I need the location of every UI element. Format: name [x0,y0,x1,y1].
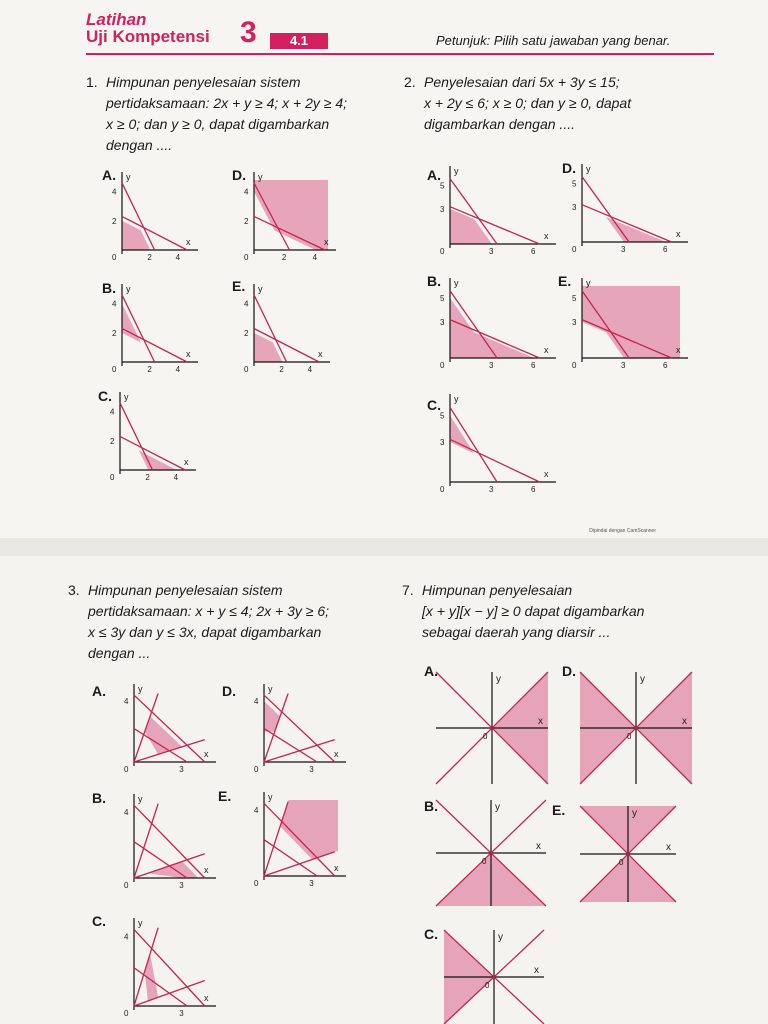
y-axis-label: y [640,674,645,685]
x-axis-label: x [544,345,549,355]
x-axis-label: x [544,469,549,479]
origin-label: 0 [619,858,624,867]
x-tick-label: 2 [279,365,284,374]
graph [580,672,692,784]
y-axis-label: y [138,794,143,804]
option-label[interactable]: A. [427,167,441,183]
x-tick-label: 6 [531,247,536,256]
question-line: sebagai daerah yang diarsir ... [422,624,611,640]
graph [436,394,556,494]
origin-label: 0 [110,473,115,482]
question-line: dengan .... [106,137,173,153]
shaded-region [254,333,282,362]
y-axis-label: y [138,918,143,928]
origin-label: 0 [572,361,577,370]
x-tick-label: 6 [531,485,536,494]
graph [106,392,196,482]
boundary-line [134,804,158,878]
option-label[interactable]: E. [232,278,246,294]
question-line: pertidaksamaan: x + y ≤ 4; 2x + 3y ≥ 6; [88,603,330,619]
graph [120,918,216,1018]
y-tick-label: 5 [440,294,445,303]
option-label[interactable]: B. [427,273,441,289]
y-axis-label: y [126,284,131,294]
y-axis-label: y [495,802,500,813]
y-axis-label: y [268,792,273,802]
question-line: x ≤ 3y dan y ≤ 3x, dapat digambarkan [88,624,322,640]
y-tick-label: 2 [244,328,249,338]
x-tick-label: 4 [175,253,181,262]
origin-label: 0 [440,361,445,370]
origin-label: 0 [440,247,445,256]
question-2 [404,72,714,135]
question-line: digambarkan dengan .... [424,116,575,132]
origin-label: 0 [483,732,488,741]
graph [108,172,198,262]
question-7-text [422,580,722,643]
option-label[interactable]: E. [552,802,566,818]
y-axis-label: y [454,278,459,288]
y-tick-label: 5 [440,181,445,191]
x-axis-label: x [334,863,339,873]
y-tick-label: 2 [112,216,117,226]
graph [436,278,556,370]
x-tick-label: 3 [621,245,626,254]
y-tick-label: 2 [110,436,115,446]
graph [108,284,198,374]
y-tick-label: 5 [572,294,577,303]
x-tick-label: 3 [179,881,184,890]
question-line: [x + y][x − y] ≥ 0 dapat digambarkan [422,603,645,619]
y-tick-label: 3 [572,318,577,327]
x-tick-label: 3 [309,765,314,774]
x-tick-label: 3 [179,1009,184,1018]
question-line: x ≥ 0; dan y ≥ 0, dapat digambarkan [106,116,330,132]
y-tick-label: 5 [572,179,577,189]
x-axis-label: x [682,716,687,727]
option-label[interactable]: D. [562,160,576,176]
boundary-line [264,729,317,762]
x-tick-label: 4 [173,473,179,482]
y-axis-label: y [586,278,591,288]
x-tick-label: 6 [531,361,536,370]
origin-label: 0 [112,253,117,262]
y-tick-label: 3 [440,205,445,214]
boundary-line [134,980,205,1006]
y-tick-label: 4 [110,407,115,417]
graph [240,172,336,262]
x-axis-label: x [534,965,539,976]
boundary-line [120,403,153,470]
graph [568,164,688,254]
y-axis-label: y [454,394,459,404]
y-tick-label: 4 [244,299,249,309]
x-tick-label: 3 [489,485,494,494]
x-tick-label: 6 [663,361,668,370]
x-axis-label: x [318,349,323,359]
y-tick-label: 3 [572,203,577,212]
x-axis-label: x [204,993,209,1003]
x-tick-label: 4 [312,253,318,262]
x-tick-label: 2 [145,473,150,482]
graph [120,794,216,890]
shaded-region [606,217,666,242]
x-axis-label: x [676,229,681,239]
y-tick-label: 4 [254,805,259,815]
question-number: 7. [402,582,414,598]
y-tick-label: 2 [244,216,249,226]
boundary-line [450,439,540,482]
question-3 [68,580,388,664]
origin-label: 0 [482,857,487,866]
x-tick-label: 2 [281,253,287,262]
x-axis-label: x [544,231,549,241]
y-tick-label: 4 [254,697,259,707]
y-tick-label: 4 [112,299,117,309]
graph [444,930,544,1024]
x-axis-label: x [538,716,543,727]
y-tick-label: 3 [440,318,445,327]
question-line: Himpunan penyelesaian sistem [88,582,283,598]
option-label[interactable]: B. [92,790,106,806]
option-label[interactable]: C. [92,913,106,929]
question-number: 2. [404,74,416,90]
x-tick-label: 2 [147,365,152,374]
boundary-line [264,802,288,876]
page-gap [0,538,768,556]
question-1-text [106,72,386,156]
origin-label: 0 [254,879,259,888]
shaded-region [450,209,492,244]
shaded-region [254,180,328,250]
graph [436,166,556,256]
origin-label: 0 [244,365,249,374]
x-axis-label: x [324,237,329,247]
origin-label: 0 [244,253,249,262]
y-axis-label: y [258,284,263,294]
scanner-watermark: Dipindai dengan CamScanner [589,528,656,534]
graph [436,800,546,906]
boundary-line [582,177,629,242]
section-badge: 4.1 [270,33,328,49]
shaded-region [582,286,680,358]
boundary-line [264,852,335,876]
instruction-text [436,33,670,48]
chapter-number: 3 [240,16,257,49]
y-axis-label: y [586,164,591,174]
option-label[interactable]: A. [424,663,438,679]
x-tick-label: 3 [621,361,626,370]
y-axis-label: y [496,674,501,685]
question-line: Himpunan penyelesaian [422,582,573,598]
boundary-line [134,929,205,1006]
question-number: 3. [68,582,80,598]
header-rule [86,53,714,55]
origin-label: 0 [112,365,117,374]
origin-label: 0 [254,765,259,774]
option-label[interactable]: E. [218,788,232,804]
x-tick-label: 3 [309,879,314,888]
option-label[interactable]: B. [424,798,438,814]
question-line: x + 2y ≤ 6; x ≥ 0; dan y ≥ 0, dapat [424,95,632,111]
y-axis-label: y [268,684,273,694]
question-7 [402,580,722,643]
question-line: dengan ... [88,645,151,661]
option-label[interactable]: C. [98,388,112,404]
x-tick-label: 3 [179,765,184,774]
x-axis-label: x [536,841,541,852]
y-tick-label: 4 [112,187,117,197]
graph [240,284,330,374]
x-tick-label: 3 [489,247,494,256]
y-tick-label: 4 [124,932,129,942]
option-label[interactable]: E. [558,273,572,289]
boundary-line [122,328,187,362]
origin-label: 0 [572,245,577,254]
y-axis-label: y [126,172,131,182]
shaded-region [450,415,474,453]
boundary-line [134,968,187,1006]
graph [250,792,346,888]
boundary-line [134,695,205,762]
x-tick-label: 3 [489,361,494,370]
question-line: Penyelesaian dari 5x + 3y ≤ 15; [424,74,620,90]
y-axis-label: y [498,932,503,943]
header-title-line1: Latihan [86,10,147,29]
x-axis-label: x [186,237,191,247]
y-axis-label: y [124,392,129,402]
question-2-text [424,72,714,135]
option-label[interactable]: D. [232,167,246,183]
origin-label: 0 [627,732,632,741]
x-tick-label: 4 [175,365,181,374]
option-label[interactable]: A. [102,167,116,183]
graph [436,672,548,784]
x-tick-label: 2 [147,253,152,262]
graph [568,278,688,370]
y-axis-label: y [138,684,143,694]
x-tick-label: 4 [307,365,313,374]
instruction-label: Petunjuk: Pilih satu jawaban yang benar. [436,33,671,48]
boundary-line [264,740,335,762]
x-axis-label: x [204,749,209,759]
origin-label: 0 [440,485,445,494]
option-label[interactable]: D. [222,683,236,699]
question-number: 1. [86,74,98,90]
x-axis-label: x [186,349,191,359]
shaded-region [122,221,179,250]
shaded-region [280,800,338,859]
y-axis-label: y [632,808,637,819]
header-title-line2: Uji Kompetensi [86,27,210,46]
origin-label: 0 [124,765,129,774]
question-1 [86,72,386,156]
x-tick-label: 6 [663,245,668,254]
graph [580,806,676,902]
shaded-region [450,298,534,358]
origin-label: 0 [485,981,490,990]
option-label[interactable]: D. [562,663,576,679]
y-axis-label: y [258,172,263,182]
y-tick-label: 4 [124,807,129,817]
question-line: pertidaksamaan: 2x + y ≥ 4; x + 2y ≥ 4; [106,95,348,111]
option-label[interactable]: A. [92,683,106,699]
origin-label: 0 [124,1009,129,1018]
y-tick-label: 4 [244,187,249,197]
option-label[interactable]: C. [427,397,441,413]
question-line: Himpunan penyelesaian sistem [106,74,301,90]
option-label[interactable]: C. [424,926,438,942]
x-axis-label: x [334,749,339,759]
y-tick-label: 2 [112,328,117,338]
question-3-text [88,580,388,664]
graph [250,684,346,774]
y-tick-label: 3 [440,438,445,447]
y-axis-label: y [454,166,459,176]
graph [120,684,216,774]
x-axis-label: x [676,345,681,355]
y-tick-label: 5 [440,411,445,421]
option-label[interactable]: B. [102,280,116,296]
x-axis-label: x [666,842,671,853]
shaded-region [264,701,280,731]
x-axis-label: x [184,457,189,467]
origin-label: 0 [124,881,129,890]
y-tick-label: 4 [124,697,129,707]
x-axis-label: x [204,865,209,875]
